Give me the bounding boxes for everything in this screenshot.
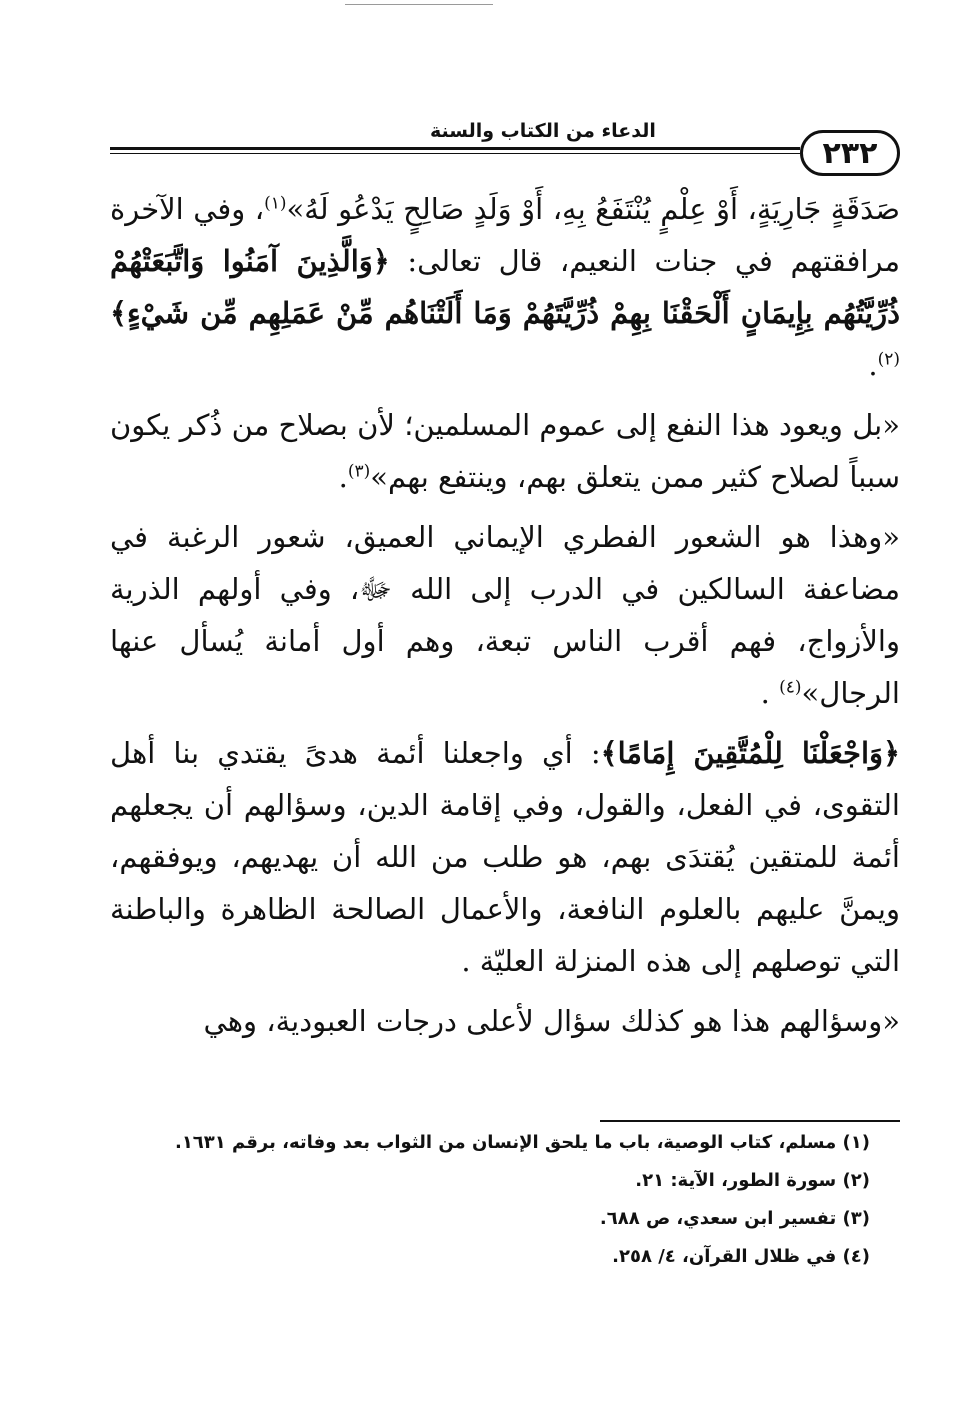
paragraph-end: . xyxy=(868,348,878,382)
paragraph-text: ، وفي الآخرة مرافقتهم في جنات النعيم، قال تعالى: xyxy=(110,192,900,278)
header-rule-thin xyxy=(110,153,800,154)
paragraph-text: : أي واجعلنا أئمة هدىً يقتدي بنا أهل التقوى، في الفعل، والقول، وفي إقامة الدين، وسؤالهم أن يجعلهم أئمة للمتقين يُقتدَى بهم، هو طلب من الله أن يهديهم، ويوفقهم، ويمنَّ عليهم بالعلوم النافعة، والأعمال الصالحة الظاهرة والباطنة التي توصلهم إلى هذه المنزلة العليّة . xyxy=(110,736,900,978)
paragraph xyxy=(110,727,900,987)
hadith-text: صَدَقَةٍ جَارِيَةٍ، أَوْ عِلْمٍ يُنْتَفَعُ بِهِ، أَوْ وَلَدٍ صَالِحٍ يَدْعُو لَهُ» xyxy=(286,192,900,226)
footnote-item: (٣) تفسير ابن سعدي، ص ٦٨٨. xyxy=(599,1208,870,1229)
footnote-ref: (٢) xyxy=(877,349,900,370)
quran-verse: ﴿وَاجْعَلْنَا لِلْمُتَّقِينَ إِمَامًا﴾ xyxy=(600,736,900,770)
footnote-item: (٤) في ظلال القرآن، ٤/ ٢٥٨. xyxy=(612,1246,870,1267)
paragraph xyxy=(110,399,900,503)
quote-text: «وسؤالهم هذا هو كذلك سؤال لأعلى درجات العبودية، وهي xyxy=(203,1004,900,1038)
paragraph xyxy=(110,183,900,391)
footnote-ref: (١) xyxy=(264,193,287,214)
paragraph-end: . xyxy=(338,460,348,494)
quote-text: «بل ويعود هذا النفع إلى عموم المسلمين؛ لأن بصلاح من ذُكر يكون سبباً لصلاح كثير ممن يتعلق بهم، وينتفع بهم» xyxy=(110,408,900,494)
top-edge-mark xyxy=(345,4,493,5)
paragraph-end: . xyxy=(760,676,780,710)
quran-verse: ﴿وَالَّذِينَ آمَنُوا وَاتَّبَعَتْهُمْ ذُرِّيَّتُهُم بِإِيمَانٍ أَلْحَقْنَا بِهِمْ ذُرِّيَّتَهُمْ وَمَا أَلَتْنَاهُم مِّنْ عَمَلِهِم مِّن شَيْءٍ﴾ xyxy=(110,244,900,330)
quote-text: «وهذا هو الشعور الفطري الإيماني العميق، شعور الرغبة في مضاعفة السالكين في الدرب إلى الله ﷻ، وفي أولهم الذرية والأزواج، فهم أقرب الناس تبعة، وهم أول أمانة يُسأل عنها الرجال» xyxy=(110,520,900,710)
footnote-separator xyxy=(600,1120,900,1122)
footnote-item: (١) مسلم، كتاب الوصية، باب ما يلحق الإنسان من الثواب بعد وفاته، برقم ١٦٣١. xyxy=(174,1132,870,1153)
footnote-item: (٢) سورة الطور، الآية: ٢١. xyxy=(635,1170,870,1191)
main-text xyxy=(110,183,900,1055)
footnote-ref: (٣) xyxy=(347,461,371,482)
book-title: الدعاء من الكتاب والسنة xyxy=(430,120,656,142)
header-rule xyxy=(110,147,800,150)
page-number: ٢٣٢ xyxy=(800,130,900,176)
paragraph xyxy=(110,995,900,1047)
page-header xyxy=(110,110,900,182)
footnotes xyxy=(110,1124,900,1276)
footnote-ref: (٤) xyxy=(779,677,802,698)
paragraph xyxy=(110,511,900,719)
